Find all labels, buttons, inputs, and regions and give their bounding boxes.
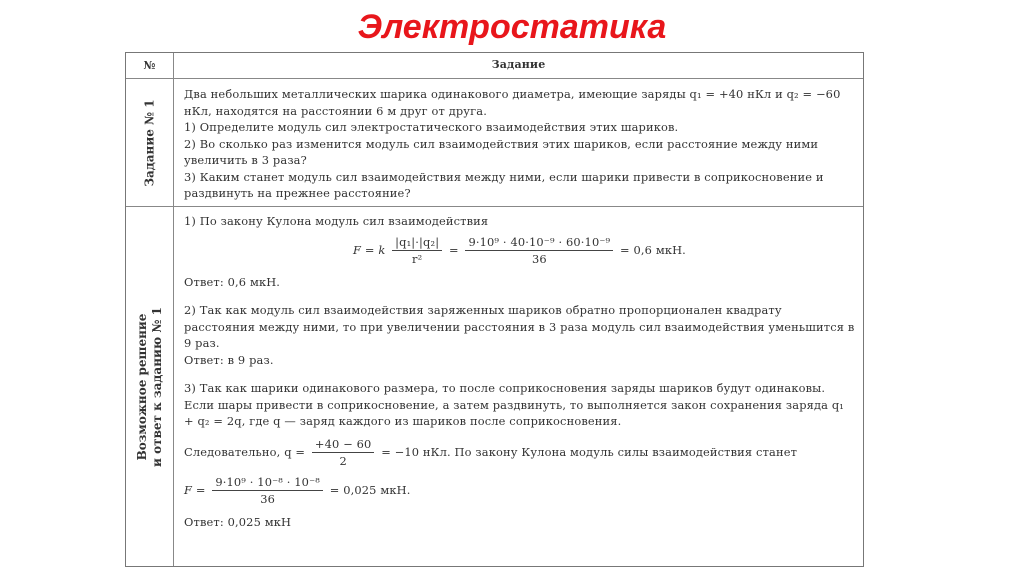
answer-1: Ответ: 0,6 мкН. bbox=[184, 274, 281, 289]
answer-2: Ответ: в 9 раз. bbox=[184, 352, 274, 367]
charge-calculation bbox=[184, 436, 855, 470]
solution-label-line-1: Возможное решение bbox=[134, 313, 149, 460]
task-table bbox=[125, 52, 864, 567]
solution-text bbox=[174, 207, 863, 566]
header-task: Задание bbox=[491, 58, 546, 72]
formula-result: = 0,6 мкН. bbox=[620, 242, 686, 257]
solution-label bbox=[135, 307, 165, 467]
formula-numerator: |q₁|·|q₂| bbox=[392, 234, 442, 252]
task-question-3: 3) Каким станет модуль сил взаимодействия между ними, если шарики привести в соприкосновение и раздвинуть на прежнее расстояние? bbox=[184, 169, 824, 200]
force-calculation bbox=[184, 474, 855, 508]
task-text bbox=[174, 79, 863, 206]
solution-step-3: 3) Так как шарики одинакового размера, то после соприкосновения заряды шариков будут одинаковы. Если шары привести в соприкосновение, а затем раздвинуть, то выполняется закон сохранения заряда q₁ + q₂ = 2q, где q — заряд каждого из шариков после соприкосновения. bbox=[184, 381, 845, 428]
task-label: Задание № 1 bbox=[142, 98, 156, 187]
force-lhs: F = bbox=[184, 482, 206, 497]
force-result: = 0,025 мкН. bbox=[329, 482, 411, 497]
slide-title: Электростатика bbox=[357, 8, 667, 46]
charge-suffix: = −10 нКл. По закону Кулона модуль силы взаимодействия станет bbox=[381, 444, 798, 459]
task-condition: Два небольших металлических шарика одинакового диаметра, имеющие заряды q₁ = +40 нКл и q₂ = −60 нКл, находятся на расстоянии 6 м друг от друга. bbox=[184, 87, 841, 118]
force-numerator: 9·10⁹ · 10⁻⁸ · 10⁻⁸ bbox=[212, 474, 323, 492]
solution-label-line-2: и ответ к заданию № 1 bbox=[149, 306, 164, 467]
charge-denominator: 2 bbox=[339, 454, 347, 468]
coulomb-formula: F = k $\frac{\text{|q₁|·|q₂|}}{\text{r²}}$ = $\frac{\text{9·10⁹ · 40·10⁻⁹ · 60·10⁻⁹}}{36}$ = 0,6 мкН. bbox=[353, 234, 686, 266]
formula-denominator: r² bbox=[412, 252, 423, 266]
solution-step-1: 1) По закону Кулона модуль сил взаимодействия bbox=[184, 214, 489, 228]
solution-step-2: 2) Так как модуль сил взаимодействия заряженных шариков обратно пропорционален квадрату расстояния между ними, то при увеличении расстояния в 3 раза модуль сил взаимодействия уменьшится в 9 раз. bbox=[184, 303, 855, 350]
task-row bbox=[126, 79, 863, 207]
force-denominator: 36 bbox=[260, 492, 276, 506]
formula-denominator-values: 36 bbox=[531, 252, 547, 266]
task-question-2: 2) Во сколько раз изменится модуль сил взаимодействия этих шариков, если расстояние между ними увеличить в 3 раза? bbox=[184, 136, 819, 167]
task-question-1: 1) Определите модуль сил электростатического взаимодействия этих шариков. bbox=[184, 120, 679, 134]
formula-numerator-values: 9·10⁹ · 40·10⁻⁹ · 60·10⁻⁹ bbox=[465, 234, 613, 252]
charge-prefix: Следовательно, q = bbox=[184, 444, 306, 459]
charge-numerator: +40 − 60 bbox=[312, 436, 375, 454]
answer-3: Ответ: 0,025 мкН bbox=[184, 514, 292, 529]
solution-row bbox=[126, 207, 863, 566]
header-row bbox=[126, 53, 863, 79]
formula-lhs: F = k bbox=[353, 242, 386, 257]
header-number: № bbox=[126, 53, 174, 78]
